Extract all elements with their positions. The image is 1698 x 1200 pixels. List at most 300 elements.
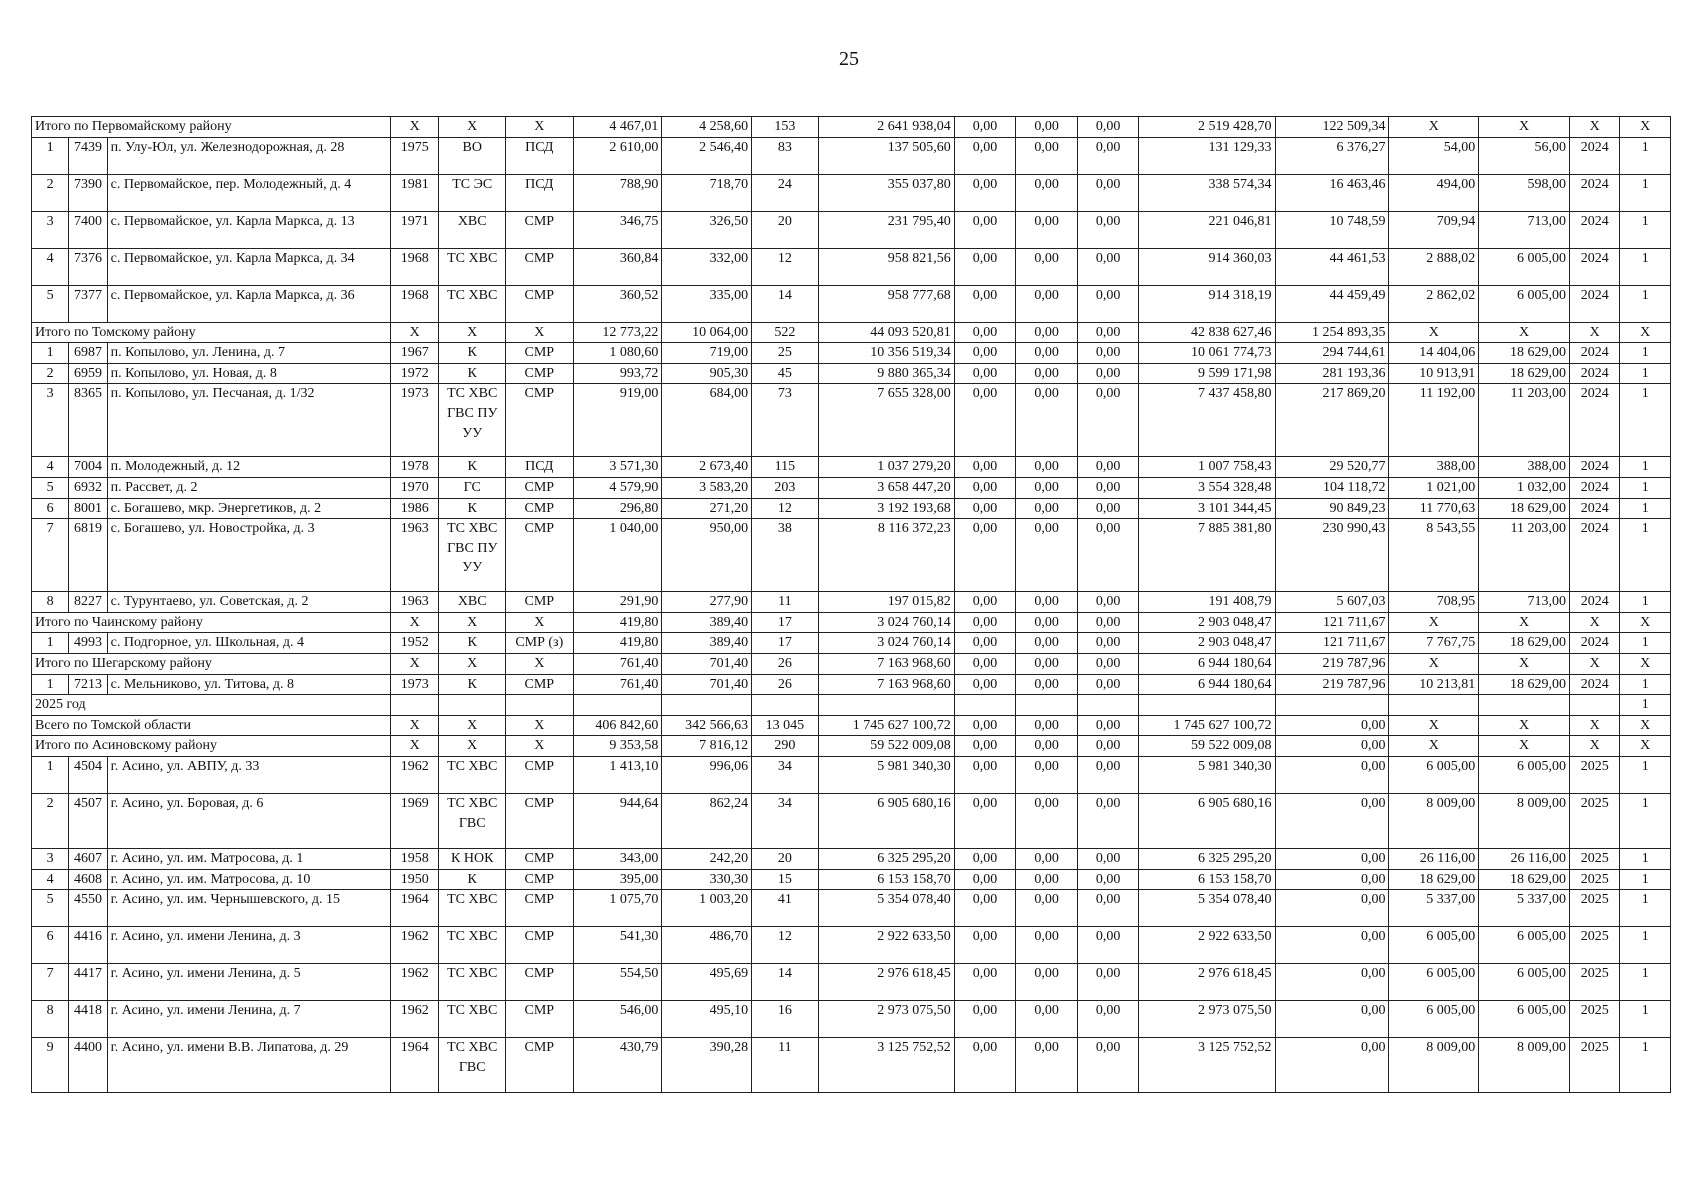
cell-build-year: X [391, 736, 439, 757]
cell-total-area: 406 842,60 [573, 715, 662, 736]
cell-living-area: 3 583,20 [662, 477, 752, 498]
cell-total-area: 343,00 [573, 848, 662, 869]
cell-municipal-funds: 0,00 [1077, 117, 1139, 138]
table-row [32, 519, 1671, 592]
cell-total-cost: 6 905 680,16 [818, 793, 954, 848]
cell-total-cost: 59 522 009,08 [818, 736, 954, 757]
cell-federal-funds: 0,00 [954, 498, 1016, 519]
cell-owners-funds: 59 522 009,08 [1139, 736, 1275, 757]
cell-residents: 83 [752, 137, 819, 174]
cell-municipal-funds: 0,00 [1077, 519, 1139, 592]
cell-planned-year: 2024 [1570, 137, 1620, 174]
cell-municipal-funds: 0,00 [1077, 964, 1139, 1001]
cell-municipal-funds: 0,00 [1077, 363, 1139, 384]
cell-stage: СМР [506, 1038, 574, 1093]
cell-regional-funds: 0,00 [1016, 174, 1078, 211]
cell-total-area: 296,80 [573, 498, 662, 519]
table-row [32, 137, 1671, 174]
cell-planned-year: 2024 [1570, 343, 1620, 364]
cell-total-cost: 3 658 447,20 [818, 477, 954, 498]
cell-build-year: 1962 [391, 756, 439, 793]
cell-residents: 11 [752, 592, 819, 613]
cell-work-types [439, 695, 506, 716]
cell-build-year: 1975 [391, 137, 439, 174]
cell-other-funds: 1 254 893,35 [1275, 322, 1389, 343]
cell-living-area [662, 695, 752, 716]
cell-row-number: 1 [32, 756, 69, 793]
cell-unit-cost: 388,00 [1389, 457, 1479, 478]
cell-regional-funds: 0,00 [1016, 498, 1078, 519]
cell-municipal-funds: 0,00 [1077, 1038, 1139, 1093]
cell-row-number: 8 [32, 1001, 69, 1038]
register-body [32, 117, 1671, 1093]
cell-build-year: 1969 [391, 793, 439, 848]
cell-federal-funds: 0,00 [954, 848, 1016, 869]
summary-row [32, 117, 1671, 138]
cell-build-year: X [391, 612, 439, 633]
cell-stage: СМР [506, 211, 574, 248]
cell-work-types: ВО [439, 137, 506, 174]
cell-residents: 26 [752, 653, 819, 674]
cell-max-unit-cost: X [1479, 322, 1570, 343]
cell-build-year: 1972 [391, 363, 439, 384]
cell-planned-year: 2025 [1570, 890, 1620, 927]
cell-total-area: 761,40 [573, 674, 662, 695]
cell-municipal-funds: 0,00 [1077, 848, 1139, 869]
cell-address: п. Копылово, ул. Песчаная, д. 1/32 [107, 384, 390, 457]
cell-regional-funds: 0,00 [1016, 964, 1078, 1001]
cell-work-types: ТС ХВС [439, 1001, 506, 1038]
cell-row-number: 7 [32, 519, 69, 592]
cell-federal-funds: 0,00 [954, 343, 1016, 364]
cell-max-unit-cost: 388,00 [1479, 457, 1570, 478]
cell-other-funds: 0,00 [1275, 848, 1389, 869]
cell-work-types: X [439, 715, 506, 736]
cell-stage: СМР [506, 674, 574, 695]
cell-owners-funds [1139, 695, 1275, 716]
cell-unit-cost: 7 767,75 [1389, 633, 1479, 654]
cell-max-unit-cost: 11 203,00 [1479, 519, 1570, 592]
cell-federal-funds: 0,00 [954, 653, 1016, 674]
cell-total-area: 554,50 [573, 964, 662, 1001]
cell-address: г. Асино, ул. Боровая, д. 6 [107, 793, 390, 848]
cell-living-area: 390,28 [662, 1038, 752, 1093]
cell-method: 1 [1620, 1038, 1671, 1093]
cell-residents: 13 045 [752, 715, 819, 736]
cell-row-number: 1 [32, 137, 69, 174]
cell-max-unit-cost: 8 009,00 [1479, 1038, 1570, 1093]
cell-work-types: ГС [439, 477, 506, 498]
cell-planned-year: 2024 [1570, 285, 1620, 322]
cell-method: 1 [1620, 248, 1671, 285]
cell-municipal-funds: 0,00 [1077, 869, 1139, 890]
cell-house-id: 7004 [69, 457, 107, 478]
cell-residents: 12 [752, 498, 819, 519]
cell-house-id: 7213 [69, 674, 107, 695]
cell-stage: X [506, 322, 574, 343]
cell-method: 1 [1620, 477, 1671, 498]
cell-municipal-funds: 0,00 [1077, 498, 1139, 519]
cell-house-id: 4507 [69, 793, 107, 848]
cell-max-unit-cost: 713,00 [1479, 211, 1570, 248]
cell-max-unit-cost: 8 009,00 [1479, 793, 1570, 848]
cell-house-id: 4550 [69, 890, 107, 927]
cell-regional-funds: 0,00 [1016, 793, 1078, 848]
cell-total-cost: 2 973 075,50 [818, 1001, 954, 1038]
cell-total-cost [818, 695, 954, 716]
cell-living-area: 330,30 [662, 869, 752, 890]
cell-federal-funds: 0,00 [954, 736, 1016, 757]
cell-other-funds: 230 990,43 [1275, 519, 1389, 592]
cell-other-funds: 5 607,03 [1275, 592, 1389, 613]
cell-stage: СМР [506, 592, 574, 613]
cell-total-cost: 44 093 520,81 [818, 322, 954, 343]
cell-row-number: 4 [32, 869, 69, 890]
cell-owners-funds: 7 437 458,80 [1139, 384, 1275, 457]
cell-planned-year: 2025 [1570, 927, 1620, 964]
cell-build-year [391, 695, 439, 716]
cell-method: 1 [1620, 457, 1671, 478]
cell-max-unit-cost: 18 629,00 [1479, 674, 1570, 695]
cell-federal-funds: 0,00 [954, 322, 1016, 343]
cell-municipal-funds [1077, 695, 1139, 716]
cell-total-area: 1 040,00 [573, 519, 662, 592]
cell-total-area: 360,52 [573, 285, 662, 322]
cell-total-cost: 958 821,56 [818, 248, 954, 285]
cell-work-types: К [439, 633, 506, 654]
cell-work-types: ТС ХВС [439, 756, 506, 793]
cell-max-unit-cost: 6 005,00 [1479, 927, 1570, 964]
cell-row-number: 6 [32, 498, 69, 519]
cell-stage: СМР [506, 964, 574, 1001]
cell-owners-funds: 1 745 627 100,72 [1139, 715, 1275, 736]
cell-max-unit-cost: 18 629,00 [1479, 498, 1570, 519]
cell-max-unit-cost [1479, 695, 1570, 716]
cell-federal-funds: 0,00 [954, 592, 1016, 613]
cell-other-funds: 0,00 [1275, 890, 1389, 927]
cell-unit-cost: X [1389, 736, 1479, 757]
cell-municipal-funds: 0,00 [1077, 384, 1139, 457]
cell-owners-funds: 914 360,03 [1139, 248, 1275, 285]
cell-build-year: 1964 [391, 1038, 439, 1093]
cell-row-number: 5 [32, 890, 69, 927]
cell-planned-year: 2025 [1570, 793, 1620, 848]
cell-address: г. Асино, ул. АВПУ, д. 33 [107, 756, 390, 793]
cell-residents: 34 [752, 793, 819, 848]
cell-living-area: 719,00 [662, 343, 752, 364]
cell-planned-year: X [1570, 612, 1620, 633]
cell-house-id: 6819 [69, 519, 107, 592]
cell-address: с. Первомайское, ул. Карла Маркса, д. 34 [107, 248, 390, 285]
cell-other-funds: 0,00 [1275, 1038, 1389, 1093]
cell-unit-cost: X [1389, 653, 1479, 674]
cell-living-area: 4 258,60 [662, 117, 752, 138]
cell-address: с. Первомайское, ул. Карла Маркса, д. 13 [107, 211, 390, 248]
cell-house-id: 4608 [69, 869, 107, 890]
cell-stage: СМР [506, 248, 574, 285]
summary-row [32, 653, 1671, 674]
cell-build-year: 1970 [391, 477, 439, 498]
cell-total-cost: 1 745 627 100,72 [818, 715, 954, 736]
cell-build-year: 1962 [391, 927, 439, 964]
cell-regional-funds: 0,00 [1016, 715, 1078, 736]
cell-owners-funds: 338 574,34 [1139, 174, 1275, 211]
summary-row [32, 695, 1671, 716]
cell-residents: 34 [752, 756, 819, 793]
cell-house-id: 7400 [69, 211, 107, 248]
cell-max-unit-cost: X [1479, 653, 1570, 674]
cell-owners-funds: 3 554 328,48 [1139, 477, 1275, 498]
cell-method: 1 [1620, 498, 1671, 519]
cell-living-area: 335,00 [662, 285, 752, 322]
cell-total-cost: 3 024 760,14 [818, 612, 954, 633]
cell-work-types: ТС ХВС ГВС [439, 1038, 506, 1093]
cell-municipal-funds: 0,00 [1077, 612, 1139, 633]
cell-total-cost: 1 037 279,20 [818, 457, 954, 478]
cell-planned-year: 2025 [1570, 1001, 1620, 1038]
cell-other-funds: 121 711,67 [1275, 633, 1389, 654]
cell-house-id: 7390 [69, 174, 107, 211]
cell-max-unit-cost: 1 032,00 [1479, 477, 1570, 498]
cell-other-funds: 44 461,53 [1275, 248, 1389, 285]
cell-residents: 26 [752, 674, 819, 695]
cell-total-area: 3 571,30 [573, 457, 662, 478]
cell-unit-cost: 1 021,00 [1389, 477, 1479, 498]
cell-max-unit-cost: X [1479, 612, 1570, 633]
cell-federal-funds: 0,00 [954, 117, 1016, 138]
cell-method: 1 [1620, 363, 1671, 384]
cell-regional-funds: 0,00 [1016, 248, 1078, 285]
cell-row-number: 9 [32, 1038, 69, 1093]
cell-total-area: 944,64 [573, 793, 662, 848]
cell-owners-funds: 2 903 048,47 [1139, 612, 1275, 633]
cell-federal-funds: 0,00 [954, 457, 1016, 478]
cell-other-funds: 0,00 [1275, 869, 1389, 890]
cell-municipal-funds: 0,00 [1077, 653, 1139, 674]
cell-method: 1 [1620, 211, 1671, 248]
cell-method: 1 [1620, 927, 1671, 964]
cell-federal-funds: 0,00 [954, 384, 1016, 457]
cell-total-cost: 8 116 372,23 [818, 519, 954, 592]
cell-municipal-funds: 0,00 [1077, 736, 1139, 757]
cell-build-year: X [391, 715, 439, 736]
cell-owners-funds: 131 129,33 [1139, 137, 1275, 174]
cell-living-area: 718,70 [662, 174, 752, 211]
cell-federal-funds: 0,00 [954, 137, 1016, 174]
table-row [32, 1038, 1671, 1093]
cell-residents: 45 [752, 363, 819, 384]
cell-method: 1 [1620, 343, 1671, 364]
cell-total-cost: 2 976 618,45 [818, 964, 954, 1001]
cell-work-types: К НОК [439, 848, 506, 869]
cell-living-area: 2 673,40 [662, 457, 752, 478]
cell-work-types: ТС ХВС [439, 890, 506, 927]
cell-living-area: 242,20 [662, 848, 752, 869]
cell-planned-year: 2024 [1570, 174, 1620, 211]
cell-row-number: 8 [32, 592, 69, 613]
cell-federal-funds: 0,00 [954, 793, 1016, 848]
cell-unit-cost: X [1389, 612, 1479, 633]
cell-unit-cost: 2 862,02 [1389, 285, 1479, 322]
cell-federal-funds: 0,00 [954, 285, 1016, 322]
cell-house-id: 4504 [69, 756, 107, 793]
cell-unit-cost: 6 005,00 [1389, 1001, 1479, 1038]
cell-method: 1 [1620, 592, 1671, 613]
cell-total-area: 346,75 [573, 211, 662, 248]
cell-stage: СМР [506, 848, 574, 869]
cell-municipal-funds: 0,00 [1077, 890, 1139, 927]
cell-planned-year: 2025 [1570, 756, 1620, 793]
cell-living-area: 10 064,00 [662, 322, 752, 343]
cell-residents: 14 [752, 285, 819, 322]
cell-planned-year: 2024 [1570, 498, 1620, 519]
table-row [32, 869, 1671, 890]
cell-owners-funds: 2 922 633,50 [1139, 927, 1275, 964]
cell-residents [752, 695, 819, 716]
cell-total-cost: 3 125 752,52 [818, 1038, 954, 1093]
cell-federal-funds: 0,00 [954, 248, 1016, 285]
cell-stage: СМР [506, 756, 574, 793]
cell-address: п. Копылово, ул. Ленина, д. 7 [107, 343, 390, 364]
cell-federal-funds [954, 695, 1016, 716]
cell-address: г. Асино, ул. им. Матросова, д. 1 [107, 848, 390, 869]
cell-unit-cost: X [1389, 322, 1479, 343]
cell-max-unit-cost: 6 005,00 [1479, 248, 1570, 285]
cell-other-funds: 0,00 [1275, 1001, 1389, 1038]
cell-build-year: 1962 [391, 1001, 439, 1038]
cell-planned-year: 2024 [1570, 674, 1620, 695]
cell-stage: СМР [506, 890, 574, 927]
cell-residents: 12 [752, 927, 819, 964]
cell-address: с. Мельниково, ул. Титова, д. 8 [107, 674, 390, 695]
table-row [32, 890, 1671, 927]
table-row [32, 592, 1671, 613]
cell-work-types: ХВС [439, 592, 506, 613]
cell-method: 1 [1620, 174, 1671, 211]
page-number: 25 [839, 48, 859, 70]
cell-federal-funds: 0,00 [954, 519, 1016, 592]
cell-regional-funds: 0,00 [1016, 343, 1078, 364]
cell-residents: 20 [752, 211, 819, 248]
cell-total-area: 919,00 [573, 384, 662, 457]
cell-address: г. Асино, ул. имени Ленина, д. 7 [107, 1001, 390, 1038]
cell-method: 1 [1620, 869, 1671, 890]
cell-method: X [1620, 612, 1671, 633]
cell-max-unit-cost: 18 629,00 [1479, 633, 1570, 654]
cell-planned-year: 2024 [1570, 248, 1620, 285]
cell-stage: СМР [506, 285, 574, 322]
cell-living-area: 996,06 [662, 756, 752, 793]
cell-house-id: 7439 [69, 137, 107, 174]
cell-municipal-funds: 0,00 [1077, 633, 1139, 654]
cell-regional-funds: 0,00 [1016, 363, 1078, 384]
cell-regional-funds: 0,00 [1016, 848, 1078, 869]
cell-regional-funds: 0,00 [1016, 869, 1078, 890]
cell-stage: СМР [506, 927, 574, 964]
cell-residents: 522 [752, 322, 819, 343]
cell-municipal-funds: 0,00 [1077, 592, 1139, 613]
cell-method: 1 [1620, 285, 1671, 322]
cell-address: г. Асино, ул. им. Матросова, д. 10 [107, 869, 390, 890]
cell-unit-cost: X [1389, 117, 1479, 138]
cell-other-funds: 217 869,20 [1275, 384, 1389, 457]
cell-house-id: 4400 [69, 1038, 107, 1093]
cell-residents: 15 [752, 869, 819, 890]
cell-row-number: 6 [32, 927, 69, 964]
cell-planned-year: 2025 [1570, 869, 1620, 890]
cell-max-unit-cost: 18 629,00 [1479, 343, 1570, 364]
cell-total-cost: 197 015,82 [818, 592, 954, 613]
cell-owners-funds: 9 599 171,98 [1139, 363, 1275, 384]
cell-federal-funds: 0,00 [954, 211, 1016, 248]
cell-living-area: 905,30 [662, 363, 752, 384]
summary-label: Всего по Томской области [32, 715, 391, 736]
cell-regional-funds: 0,00 [1016, 612, 1078, 633]
cell-build-year: X [391, 653, 439, 674]
cell-method: 1 [1620, 1001, 1671, 1038]
cell-build-year: 1962 [391, 964, 439, 1001]
cell-stage: СМР [506, 1001, 574, 1038]
cell-planned-year [1570, 695, 1620, 716]
cell-total-area: 12 773,22 [573, 322, 662, 343]
cell-municipal-funds: 0,00 [1077, 248, 1139, 285]
cell-total-cost: 2 922 633,50 [818, 927, 954, 964]
cell-row-number: 2 [32, 174, 69, 211]
cell-unit-cost: 18 629,00 [1389, 869, 1479, 890]
cell-row-number: 1 [32, 674, 69, 695]
cell-address: г. Асино, ул. им. Чернышевского, д. 15 [107, 890, 390, 927]
cell-regional-funds: 0,00 [1016, 592, 1078, 613]
cell-other-funds: 0,00 [1275, 736, 1389, 757]
cell-other-funds: 90 849,23 [1275, 498, 1389, 519]
table-row [32, 674, 1671, 695]
cell-other-funds: 294 744,61 [1275, 343, 1389, 364]
cell-unit-cost: 6 005,00 [1389, 964, 1479, 1001]
cell-unit-cost: 6 005,00 [1389, 927, 1479, 964]
cell-other-funds: 122 509,34 [1275, 117, 1389, 138]
cell-unit-cost: 8 009,00 [1389, 793, 1479, 848]
cell-owners-funds: 6 153 158,70 [1139, 869, 1275, 890]
cell-house-id: 8227 [69, 592, 107, 613]
cell-stage: X [506, 715, 574, 736]
summary-row [32, 612, 1671, 633]
cell-method: X [1620, 736, 1671, 757]
cell-house-id: 4417 [69, 964, 107, 1001]
cell-owners-funds: 191 408,79 [1139, 592, 1275, 613]
cell-unit-cost: 2 888,02 [1389, 248, 1479, 285]
cell-planned-year: 2024 [1570, 384, 1620, 457]
cell-work-types: X [439, 736, 506, 757]
cell-living-area: 2 546,40 [662, 137, 752, 174]
cell-regional-funds: 0,00 [1016, 653, 1078, 674]
table-row [32, 343, 1671, 364]
cell-owners-funds: 10 061 774,73 [1139, 343, 1275, 364]
cell-method: 1 [1620, 674, 1671, 695]
cell-stage: СМР [506, 343, 574, 364]
cell-work-types: ТС ХВС ГВС ПУ УУ [439, 384, 506, 457]
cell-other-funds: 104 118,72 [1275, 477, 1389, 498]
cell-max-unit-cost: 26 116,00 [1479, 848, 1570, 869]
cell-planned-year: 2025 [1570, 1038, 1620, 1093]
cell-municipal-funds: 0,00 [1077, 137, 1139, 174]
cell-row-number: 3 [32, 848, 69, 869]
cell-method: 1 [1620, 384, 1671, 457]
cell-residents: 290 [752, 736, 819, 757]
cell-total-cost: 3 192 193,68 [818, 498, 954, 519]
cell-stage: СМР [506, 869, 574, 890]
table-row [32, 498, 1671, 519]
cell-total-cost: 355 037,80 [818, 174, 954, 211]
